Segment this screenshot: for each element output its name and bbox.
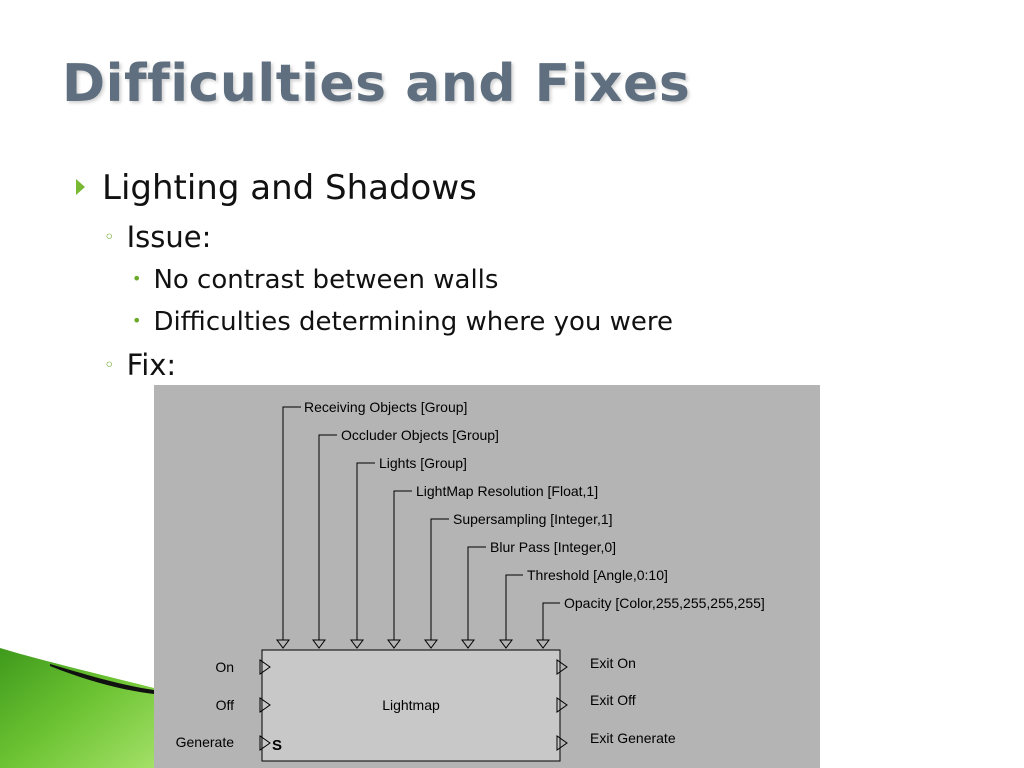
circle-bullet-icon: ◦	[104, 355, 115, 376]
param-label: LightMap Resolution [Float,1]	[416, 483, 599, 499]
generate-marker: S	[272, 737, 283, 754]
output-label: Exit Off	[590, 692, 636, 708]
bullet-issue-item	[132, 307, 673, 337]
param-label: Occluder Objects [Group]	[341, 427, 499, 443]
lightmap-diagram	[154, 385, 820, 768]
input-label: Generate	[175, 734, 234, 750]
bullet-issue-item	[132, 265, 498, 295]
bullet-issue-item-text: Difficulties determining where you were	[153, 307, 673, 337]
param-label: Opacity [Color,255,255,255,255]	[564, 595, 765, 611]
bullet-lighting	[76, 168, 477, 208]
input-label: Off	[215, 697, 234, 713]
dot-bullet-icon: •	[132, 311, 142, 330]
bullet-fix	[104, 348, 176, 382]
bullet-issue	[104, 220, 211, 254]
triangle-bullet-icon	[76, 179, 85, 195]
dot-bullet-icon: •	[132, 269, 142, 288]
bullet-issue-text: Issue:	[126, 220, 212, 254]
param-label: Supersampling [Integer,1]	[453, 511, 613, 527]
param-label: Blur Pass [Integer,0]	[490, 539, 617, 555]
input-label: On	[215, 659, 234, 675]
output-label: Exit Generate	[590, 730, 676, 746]
bullet-lighting-text: Lighting and Shadows	[102, 168, 477, 208]
page-title: Difficulties and Fixes	[62, 54, 691, 114]
bullet-issue-item-text: No contrast between walls	[153, 265, 499, 295]
bullet-fix-text: Fix:	[126, 348, 177, 382]
output-label: Exit On	[590, 655, 636, 671]
param-label: Receiving Objects [Group]	[304, 399, 468, 415]
block-label: Lightmap	[382, 697, 440, 713]
param-label: Lights [Group]	[379, 455, 467, 471]
circle-bullet-icon: ◦	[104, 227, 115, 248]
param-label: Threshold [Angle,0:10]	[527, 567, 668, 583]
